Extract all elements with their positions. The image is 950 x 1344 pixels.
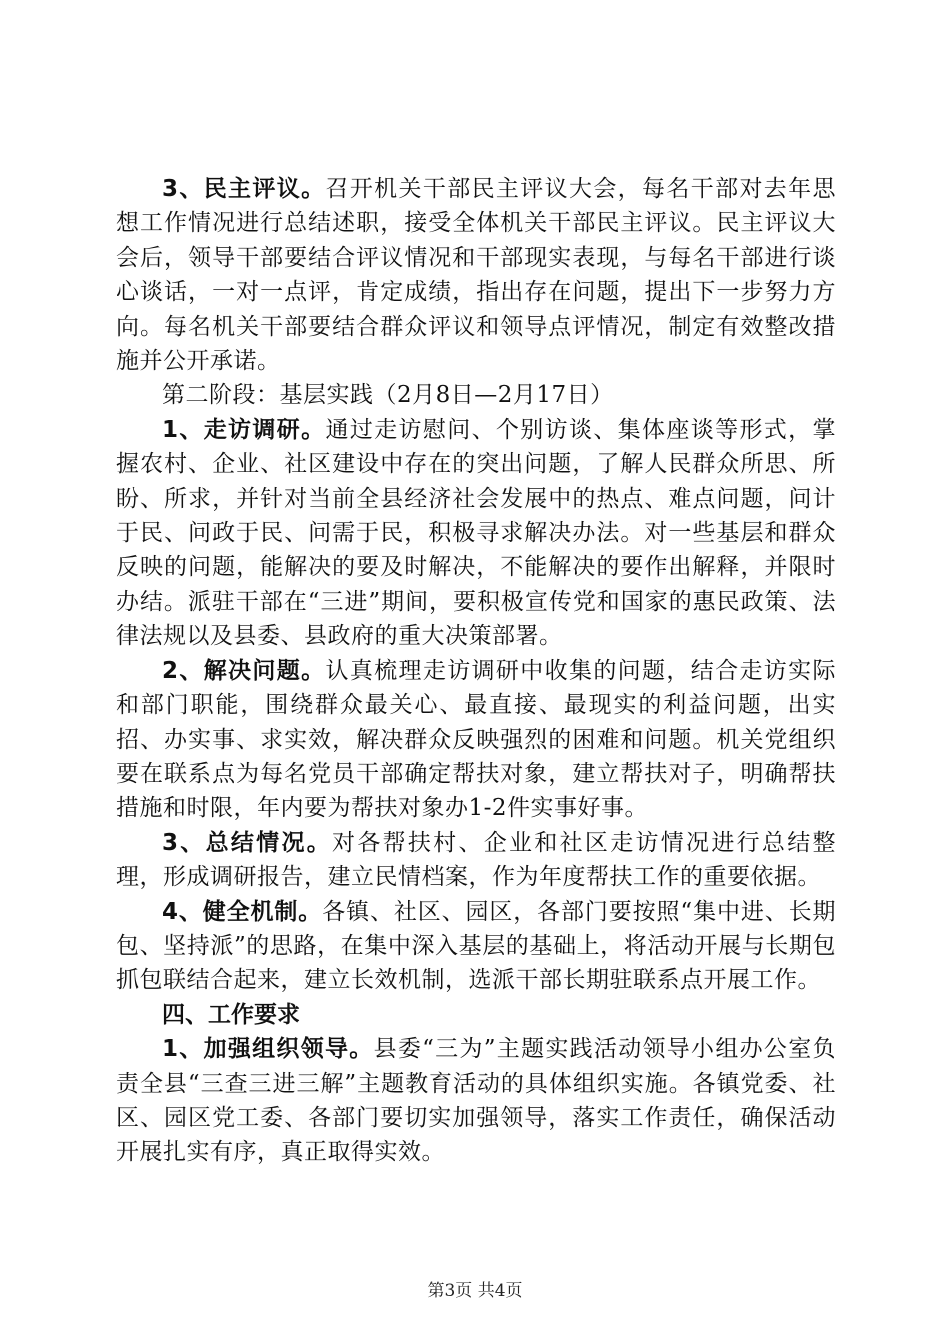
page-number-label: 第3页 共4页: [427, 1281, 523, 1301]
paragraph-lead: 3、总结情况。: [162, 829, 333, 856]
paragraph-summarize: [116, 826, 836, 895]
paragraph-text: 县委“三为”主题实践活动领导小组办公室负责全县“三查三进三解”主题教育活动的具体组织实施。各镇党委、社区、园区党工委、各部门要切实加强领导，落实工作责任，确保活动开展扎实有序，真正取得实效。: [116, 1036, 836, 1166]
paragraph-text: 召开机关干部民主评议大会，每名干部对去年思想工作情况进行总结述职，接受全体机关干部民主评议。民主评议大会后，领导干部要结合评议情况和干部现实表现，与每名干部进行谈心谈话，一对一点评，肯定成绩，指出存在问题，提出下一步努力方向。每名机关干部要结合群众评议和领导点评情况，制定有效整改措施并公开承诺。: [116, 176, 836, 375]
paragraph-organization: [116, 1032, 836, 1170]
paragraph-text: 对各帮扶村、企业和社区走访情况进行总结整理，形成调研报告，建立民情档案，作为年度帮扶工作的重要依据。: [116, 829, 837, 891]
page-footer: [0, 1276, 950, 1301]
paragraph-text: 第二阶段：基层实践（2月8日—2月17日）: [162, 382, 614, 409]
paragraph-visit-research: [116, 413, 836, 654]
paragraph-stage-two: [116, 378, 836, 412]
paragraph-solve-problems: [116, 654, 836, 826]
paragraph-lead: 4、健全机制。: [162, 898, 323, 925]
paragraph-lead: 2、解决问题。: [162, 657, 326, 684]
section-heading: 四、工作要求: [162, 1001, 300, 1028]
document-body: [116, 172, 836, 1170]
paragraph-lead: 1、加强组织领导。: [162, 1036, 374, 1063]
paragraph-text: 各镇、社区、园区，各部门要按照“集中进、长期包、坚持派”的思路，在集中深入基层的基础上，将活动开展与长期包抓包联结合起来，建立长效机制，选派干部长期驻联系点开展工作。: [116, 898, 836, 994]
paragraph-lead: 1、走访调研。: [162, 416, 326, 443]
paragraph-lead: 3、民主评议。: [162, 176, 326, 202]
paragraph-mechanism: [116, 895, 836, 998]
paragraph-text: 认真梳理走访调研中收集的问题，结合走访实际和部门职能，围绕群众最关心、最直接、最现实的利益问题，出实招、办实事、求实效，解决群众反映强烈的困难和问题。机关党组织要在联系点为每名党员干部确定帮扶对象，建立帮扶对子，明确帮扶措施和时限，年内要为帮扶对象办1-2件实事好事。: [116, 657, 836, 822]
paragraph-text: 通过走访慰问、个别访谈、集体座谈等形式，掌握农村、企业、社区建设中存在的突出问题，了解人民群众所思、所盼、所求，并针对当前全县经济社会发展中的热点、难点问题，问计于民、问政于民、问需于民，积极寻求解决办法。对一些基层和群众反映的问题，能解决的要及时解决，不能解决的要作出解释，并限时办结。派驻干部在“三进”期间，要积极宣传党和国家的惠民政策、法律法规以及县委、县政府的重大决策部署。: [116, 416, 836, 650]
paragraph-democratic-review: [116, 172, 836, 378]
